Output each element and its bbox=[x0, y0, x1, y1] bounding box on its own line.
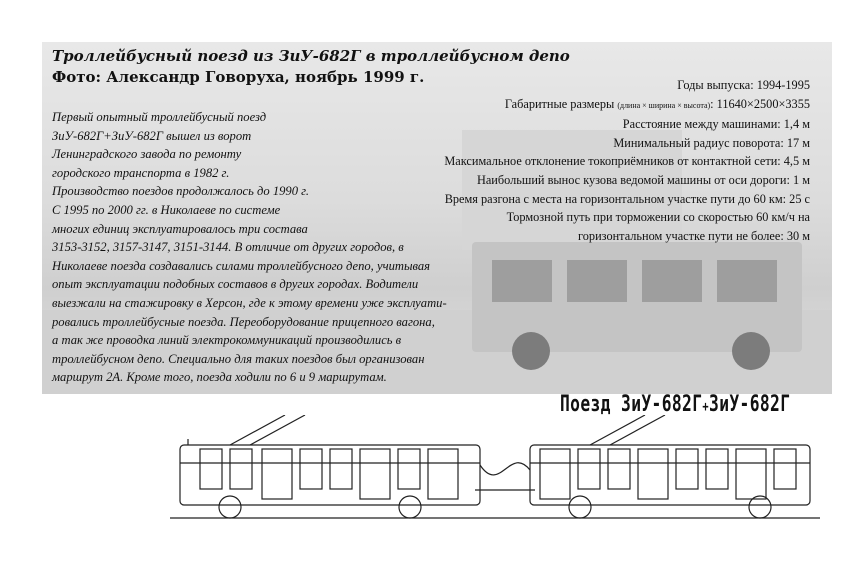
spec-braking-1: Тормозной путь при торможении со скоростью 60 км/ч на bbox=[506, 210, 810, 225]
caption-title: Троллейбусный поезд из ЗиУ-682Г в троллейбусном депо bbox=[52, 47, 570, 65]
title-part-1: Поезд ЗиУ-682Г bbox=[560, 392, 703, 417]
history-line: 3153-3152, 3157-3147, 3151-3144. В отличие от других городов, в bbox=[52, 240, 404, 255]
history-line: троллейбусном депо. Специально для таких поездов был организован bbox=[52, 351, 425, 366]
spec-pantograph: Максимальное отклонение токоприёмников от контактной сети: 4,5 м bbox=[444, 154, 810, 169]
history-line: Николаеве поезда создавались силами троллейбусного депо, учитывая bbox=[52, 258, 431, 273]
trailer-trolleybus-drawing bbox=[530, 415, 810, 518]
history-line: ровались троллейбусные поезда. Переоборудование прицепного вагона, bbox=[52, 314, 435, 329]
spec-years: Годы выпуска: 1994-1995 bbox=[677, 78, 810, 92]
photo-wheel bbox=[732, 332, 770, 370]
history-line: Первый опытный троллейбусный поезд bbox=[52, 110, 267, 124]
caption-credit: Фото: Александр Говоруха, ноябрь 1999 г. bbox=[52, 68, 425, 86]
spec-braking-2: горизонтальном участке пути не более: 30 м bbox=[578, 228, 810, 243]
spec-overhang: Наибольший вынос кузова ведомой машины от оси дороги: 1 м bbox=[476, 172, 810, 187]
history-line: опыт эксплуатации подобных составов в других городах. Водители bbox=[52, 277, 419, 292]
history-line: С 1995 по 2000 гг. в Николаеве по системе bbox=[52, 202, 281, 217]
title-part-2: ЗиУ-682Г bbox=[709, 392, 791, 417]
spec-dimensions-note: (длина × ширина × высота) bbox=[617, 100, 711, 110]
history-line: маршрут 2А. Кроме того, поезда ходили по 6 и 9 маршрутам. bbox=[52, 370, 387, 385]
history-text bbox=[52, 108, 552, 387]
history-line: выезжали на стажировку в Херсон, где к этому времени уже эксплуати- bbox=[52, 295, 447, 310]
history-line: Производство поездов продолжалось до 1990 г. bbox=[52, 184, 310, 199]
history-line: городского транспорта в 1982 г. bbox=[52, 165, 230, 180]
coupling-cable bbox=[480, 463, 530, 475]
spec-acceleration: Время разгона с места на горизонтальном участке пути до 60 км: 25 с bbox=[444, 191, 810, 206]
train-title bbox=[560, 392, 790, 417]
trolleybus-train-drawing bbox=[170, 415, 820, 525]
spec-dimensions-label: Габаритные размеры bbox=[504, 96, 615, 111]
lead-trolleybus-drawing bbox=[180, 415, 480, 518]
history-line: а так же проводка линий электрокоммуникаций производились в bbox=[52, 333, 402, 348]
spec-dimensions-value: : 11640×2500×3355 bbox=[710, 96, 810, 111]
spec-distance: Расстояние между машинами: 1,4 м bbox=[622, 117, 810, 132]
spec-radius: Минимальный радиус поворота: 17 м bbox=[613, 135, 810, 150]
history-line: ЗиУ-682Г+ЗиУ-682Г вышел из ворот bbox=[52, 128, 252, 143]
title-plus: + bbox=[702, 399, 710, 415]
history-line: Ленинградского завода по ремонту bbox=[52, 147, 242, 162]
history-line: многих единиц эксплуатировалось три состава bbox=[52, 221, 308, 236]
